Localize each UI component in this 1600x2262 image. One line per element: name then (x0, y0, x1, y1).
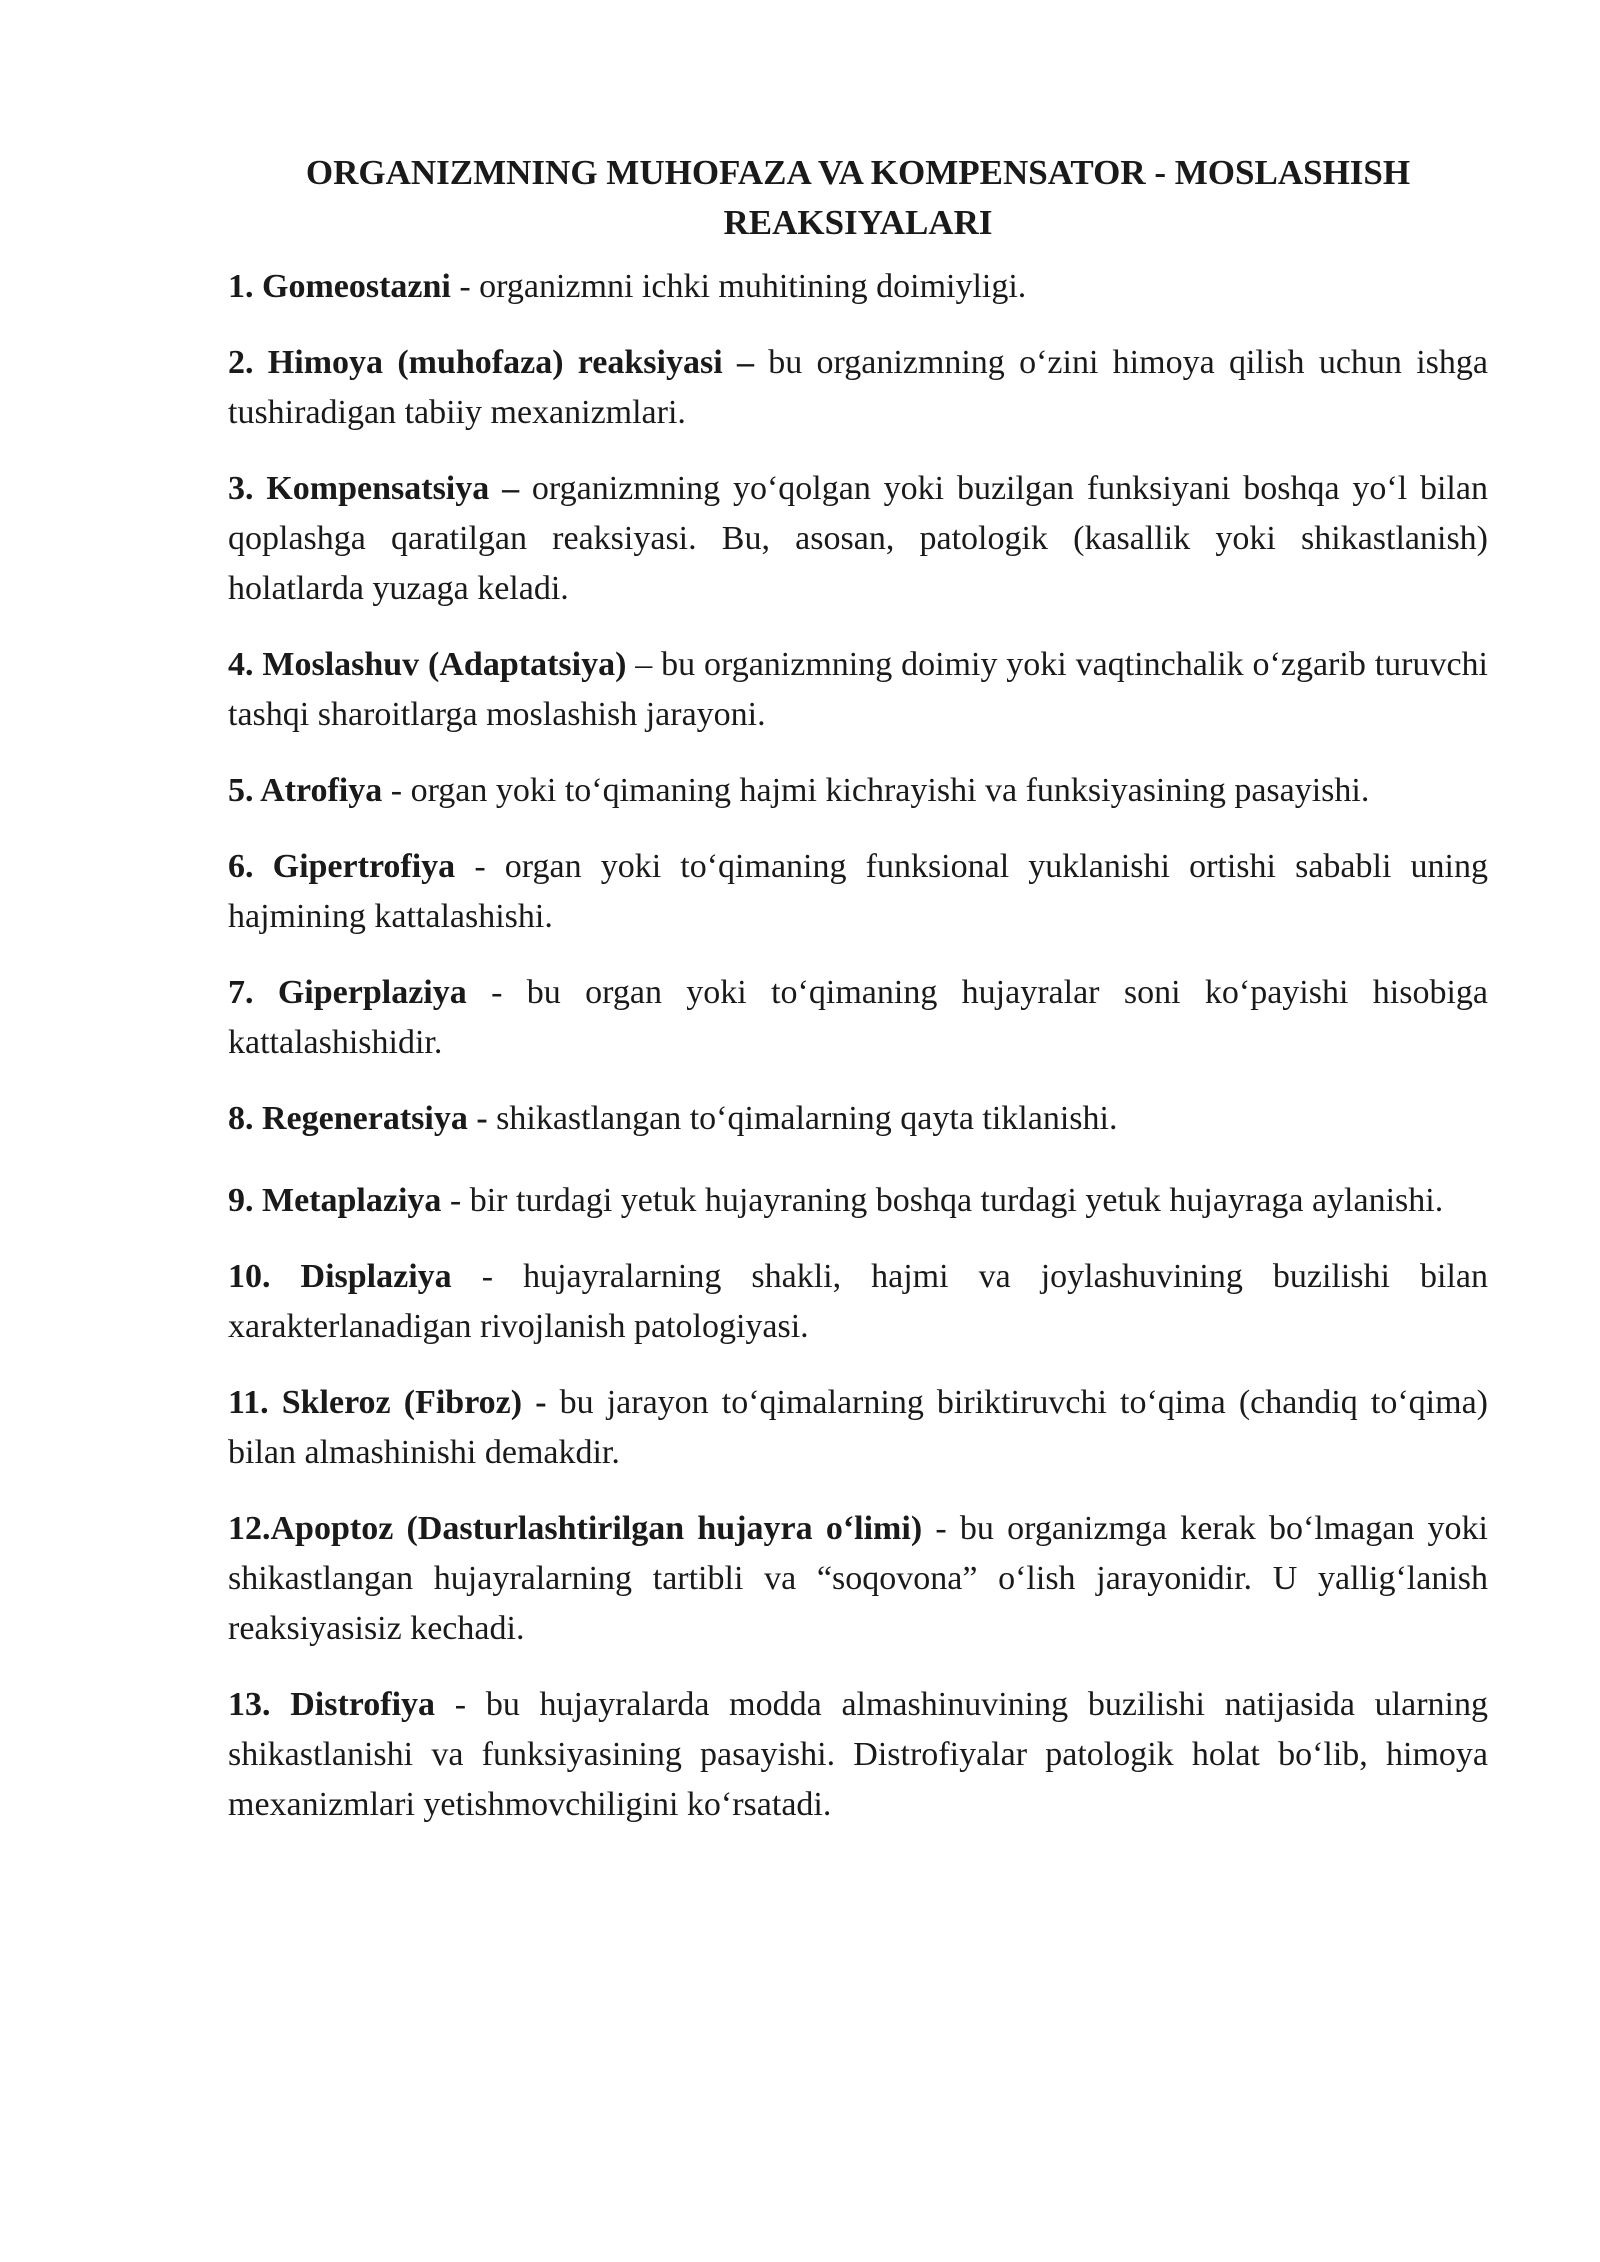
definition-text: - bu organ yoki to‘qimaning hujayralar soni ko‘payishi hisobiga kattalashishidir. (228, 974, 1488, 1061)
definition-item (228, 1378, 1488, 1478)
document-title: ORGANIZMNING MUHOFAZA VA KOMPENSATOR - MOSLASHISH REAKSIYALARI (305, 153, 1411, 242)
definition-item (228, 464, 1488, 614)
definition-text: - bir turdagi yetuk hujayraning boshqa turdagi yetuk hujayraga aylanishi. (441, 1182, 1444, 1219)
definition-item (228, 968, 1488, 1068)
definition-term: 6. Gipertrofiya (228, 848, 456, 885)
definition-text: organizmning yo‘qolgan yoki buzilgan funksiyani boshqa yo‘l bilan qoplashga qaratilgan reaksiyasi. Bu, asosan, patologik (kasallik yoki shikastlanish) holatlarda yuzaga keladi. (228, 470, 1488, 607)
definition-item (228, 1252, 1488, 1352)
definition-term: 11. Skleroz (Fibroz) - (228, 1384, 547, 1421)
definition-item (228, 338, 1488, 438)
definition-text: - bu organizmga kerak bo‘lmagan yoki shikastlangan hujayralarning tartibli va “soqovona” o‘lish jarayonidir. U yallig‘lanish reaksiyasisiz kechadi. (228, 1510, 1489, 1647)
definition-term: 1. Gomeostazni (228, 268, 460, 305)
definition-text: - bu hujayralarda modda almashinuvining buzilishi natijasida ularning shikastlanishi va funksiyasining pasayishi. Distrofiyalar patologik holat bo‘lib, himoya mexanizmlari yetishmovchiligini ko‘rsatadi. (228, 1686, 1488, 1823)
definition-text: bu jarayon to‘qimalarning biriktiruvchi to‘qima (chandiq to‘qima) bilan almashinishi demakdir. (228, 1384, 1488, 1471)
definition-item (228, 1094, 1488, 1144)
definition-item (228, 640, 1488, 740)
definition-item (228, 1680, 1488, 1830)
definition-term: 13. Distrofiya (228, 1686, 436, 1723)
definition-text: bu organizmning o‘zini himoya qilish uchun ishga tushiradigan tabiiy mexanizmlari. (228, 344, 1488, 431)
definition-text: shikastlangan to‘qimalarning qayta tiklanishi. (487, 1100, 1118, 1137)
definition-term: 2. Himoya (muhofaza) reaksiyasi – (228, 344, 754, 381)
definition-text: - organ yoki to‘qimaning hajmi kichrayishi va funksiyasining pasayishi. (382, 772, 1370, 809)
definition-term: 8. Regeneratsiya - (228, 1100, 488, 1137)
definition-item (228, 842, 1488, 942)
definition-item (228, 1504, 1488, 1654)
definition-text: – bu organizmning doimiy yoki vaqtinchalik o‘zgarib turuvchi tashqi sharoitlarga moslashish jarayoni. (228, 646, 1488, 733)
definition-term: 7. Giperplaziya (228, 974, 467, 1011)
definition-term: 12.Apoptoz (Dasturlashtirilgan hujayra o‘limi) (228, 1510, 923, 1547)
definition-item (228, 262, 1488, 312)
definition-item (228, 766, 1488, 816)
definition-term: 3. Kompensatsiya – (228, 470, 520, 507)
document-page (228, 148, 1488, 1856)
definition-text: - hujayralarning shakli, hajmi va joylashuvining buzilishi bilan xarakterlanadigan rivojlanish patologiyasi. (228, 1258, 1489, 1345)
definition-text: - organizmni ichki muhitining doimiyligi. (459, 268, 1027, 305)
definition-term: 9. Metaplaziya (228, 1182, 442, 1219)
definition-item (228, 1176, 1488, 1226)
definition-term: 4. Moslashuv (Adaptatsiya) (228, 646, 627, 683)
definition-term: 5. Atrofiya (228, 772, 383, 809)
definition-text: - organ yoki to‘qimaning funksional yuklanishi ortishi sababli uning hajmining kattalashishi. (228, 848, 1488, 935)
definition-term: 10. Displaziya (228, 1258, 452, 1295)
